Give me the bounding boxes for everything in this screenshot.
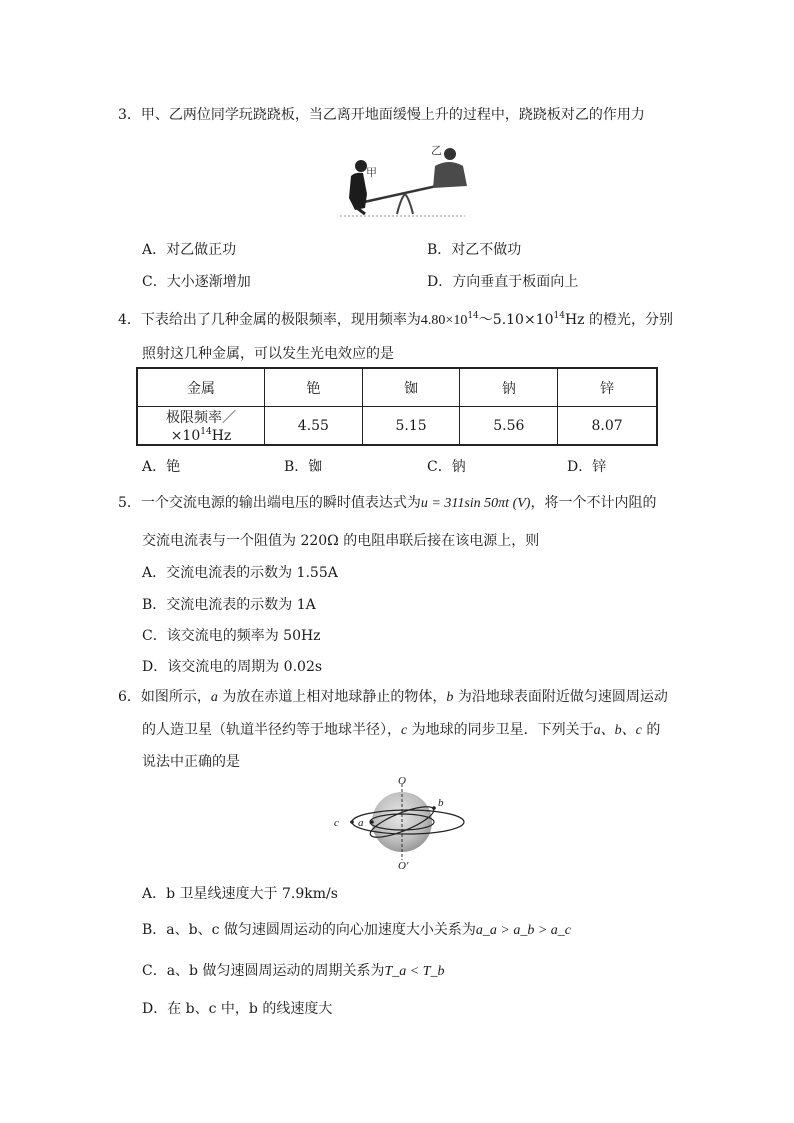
- q5-option-c: C．该交流电的频率为 50Hz: [142, 628, 321, 644]
- q6-stem-line2: 的人造卫星（轨道半径约等于地球半径），c 为地球的同步卫星．下列关于a、b、c 的: [142, 722, 661, 738]
- table-cell: 4.55: [265, 407, 363, 446]
- yi-label: 乙: [431, 145, 442, 157]
- q4-option-d: D．锌: [567, 459, 607, 475]
- q5-option-b: B．交流电流表的示数为 1A: [142, 597, 316, 613]
- q4-option-c: C．钠: [427, 459, 466, 475]
- q4-stem: 4．下表给出了几种金属的极限频率，现用频率为$4.80\times 10^{14}\sim 5.10\times 10^{14}Hz$ 的橙光，分别: [118, 311, 673, 328]
- table-header-cell: 铷: [362, 368, 460, 407]
- q6-option-a: A．b 卫星线速度大于 7.9km/s: [142, 886, 338, 902]
- q6-option-d: D．在 b、c 中，b 的线速度大: [142, 1001, 333, 1017]
- table-header-cell: 铯: [265, 368, 363, 407]
- earth-orbit-figure: [330, 772, 470, 870]
- axis-O-label: O: [398, 775, 406, 787]
- table-row: [137, 368, 657, 407]
- q6-stem-line1: 6．如图所示，a 为放在赤道上相对地球静止的物体，b 为沿地球表面附近做匀速圆周运动: [118, 689, 668, 705]
- q5-option-d: D．该交流电的周期为 0.02s: [142, 659, 323, 675]
- seesaw-figure: [335, 136, 470, 220]
- q4-option-a: A．铯: [142, 459, 181, 475]
- q3-option-a: A．对乙做正功: [142, 242, 237, 258]
- q5-stem: 5．一个交流电源的输出端电压的瞬时值表达式为u = 311sin 50πt (V)，将一个不计内阻的: [118, 495, 657, 511]
- table-row: [137, 407, 657, 446]
- table-cell: 8.07: [558, 407, 657, 446]
- q3-option-b: B．对乙不做功: [427, 242, 522, 258]
- q4-option-b: B．铷: [284, 459, 323, 475]
- q6-option-c: C．a、b 做匀速圆周运动的周期关系为T_a < T_b: [142, 963, 445, 979]
- q3-option-c: C．大小逐渐增加: [142, 274, 251, 290]
- q4-stem-line2: 照射这几种金属，可以发生光电效应的是: [142, 346, 394, 362]
- table-header-cell: 金属: [137, 368, 265, 407]
- q6-stem-line3: 说法中正确的是: [142, 754, 240, 770]
- table-row-label: 极限频率$/\times 10^{14}Hz$: [137, 407, 265, 446]
- table-header-cell: 锌: [558, 368, 657, 407]
- period-relation: T_a < T_b: [384, 964, 445, 979]
- axis-O-prime-label: O′: [398, 860, 409, 870]
- b-label: b: [438, 797, 444, 809]
- table-header-cell: 钠: [460, 368, 558, 407]
- q5-stem-line2: 交流电流表与一个阻值为 220Ω 的电阻串联后接在该电源上，则: [142, 533, 540, 549]
- table-cell: 5.15: [362, 407, 460, 446]
- a-label: a: [358, 817, 364, 829]
- jia-label: 甲: [366, 167, 377, 179]
- metal-frequency-table: [136, 367, 658, 446]
- q3-option-d: D．方向垂直于板面向上: [427, 274, 579, 290]
- q3-stem: 3．甲、乙两位同学玩跷跷板，当乙离开地面缓慢上升的过程中，跷跷板对乙的作用力: [118, 107, 645, 123]
- q5-option-a: A．交流电流表的示数为 1.55A: [142, 565, 338, 581]
- voltage-formula: u = 311sin 50πt (V): [420, 496, 531, 511]
- c-label: c: [334, 817, 339, 829]
- acceleration-relation: a_a > a_b > a_c: [475, 923, 571, 938]
- q6-option-b: B．a、b、c 做匀速圆周运动的向心加速度大小关系为a_a > a_b > a_c: [142, 922, 571, 938]
- table-cell: 5.56: [460, 407, 558, 446]
